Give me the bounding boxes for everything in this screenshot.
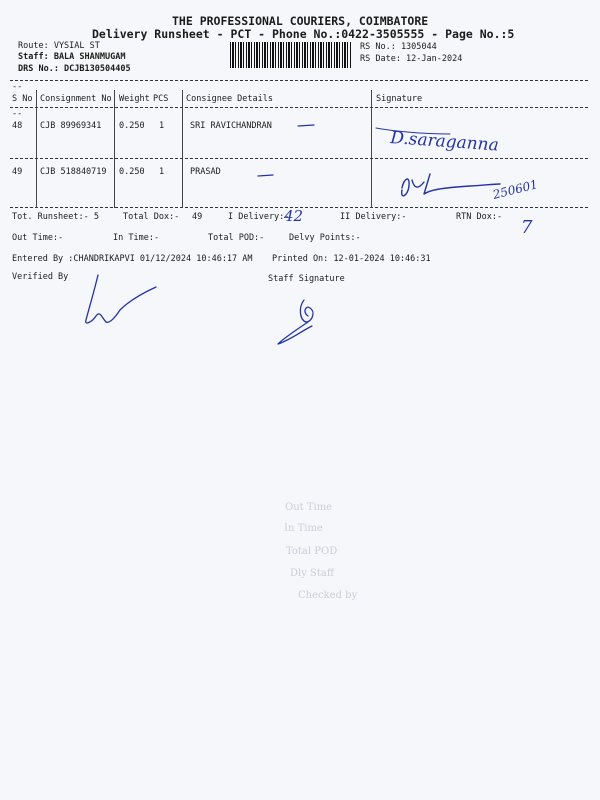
out-time: Out Time:- [12,233,64,243]
table-cell-consignee: PRASAD [190,167,221,177]
company-title: THE PROFESSIONAL COURIERS, COIMBATORE [172,14,429,28]
in-time: In Time:- [113,233,160,243]
reverse-side-ghost-text: Total POD [286,546,338,557]
verified-by-signature [86,275,156,323]
table-cell-weight: 0.250 [119,167,145,177]
total-dox-label: Total Dox:- [123,212,180,222]
tot-runsheet: Tot. Runsheet:- 5 [12,212,99,222]
table-cell-sno: 48 [12,121,23,131]
column-header-signature: Signature [376,94,423,104]
column-header-weight: Weight [119,94,150,104]
printed-on: Printed On: 12-01-2024 10:46:31 [272,254,431,264]
i-delivery-label: I Delivery:- [228,212,290,222]
table-cell-consignee: SRI RAVICHANDRAN [190,121,272,131]
table-cell-consignment: CJB 89969341 [40,121,102,131]
ink-dash [298,125,314,126]
route-label: Route: VYSIAL ST [18,41,100,51]
reverse-side-ghost-text: In Time [284,523,323,534]
divider-mark: -- [12,109,23,119]
ii-delivery-label: II Delivery:- [340,212,407,222]
divider-mark: -- [12,82,23,92]
staff-signature-ink [278,300,313,344]
column-header-consignee: Consignee Details [186,94,273,104]
table-cell-consignment: CJB 518840719 [40,167,107,177]
handwritten-i-delivery: 42 [284,207,304,225]
column-header-pcs: PCS [153,94,169,104]
entered-by: Entered By :CHANDRIKAPVI 01/12/2024 10:46:17 AM [12,254,253,264]
reverse-side-ghost-text: Out Time [285,502,333,513]
reverse-side-ghost-text: Checked by [298,590,358,601]
table-cell-sno: 49 [12,167,23,177]
staff-label: Staff: BALA SHANMUGAM [18,52,126,62]
table-cell-pcs: 1 [159,167,165,177]
handwritten-rtn-dox: 7 [521,217,533,238]
verified-by-label: Verified By [12,272,69,282]
signature-row-48: D.saraganna [389,128,500,156]
rs-date: RS Date: 12-Jan-2024 [360,54,463,64]
signature-row-49-number: 250601 [491,177,540,202]
column-header-sno: S No [12,94,33,104]
rtn-dox-label: RTN Dox:- [456,212,503,222]
reverse-side-ghost-text: Dly Staff [290,568,334,579]
runsheet-subtitle: Delivery Runsheet - PCT - Phone No.:0422-3505555 - Page No.:5 [92,27,515,41]
delvy-points: Delvy Points:- [289,233,361,243]
total-pod: Total POD:- [208,233,265,243]
total-dox-value: 49 [192,212,203,222]
table-cell-weight: 0.250 [119,121,145,131]
staff-signature-label: Staff Signature [268,274,345,284]
table-cell-pcs: 1 [159,121,165,131]
ink-dash [258,175,273,176]
signature-row-49 [402,174,500,196]
rs-number: RS No.: 1305044 [360,42,437,52]
column-header-consignment: Consignment No [40,94,112,104]
drs-number: DRS No.: DCJB130504405 [18,64,131,74]
